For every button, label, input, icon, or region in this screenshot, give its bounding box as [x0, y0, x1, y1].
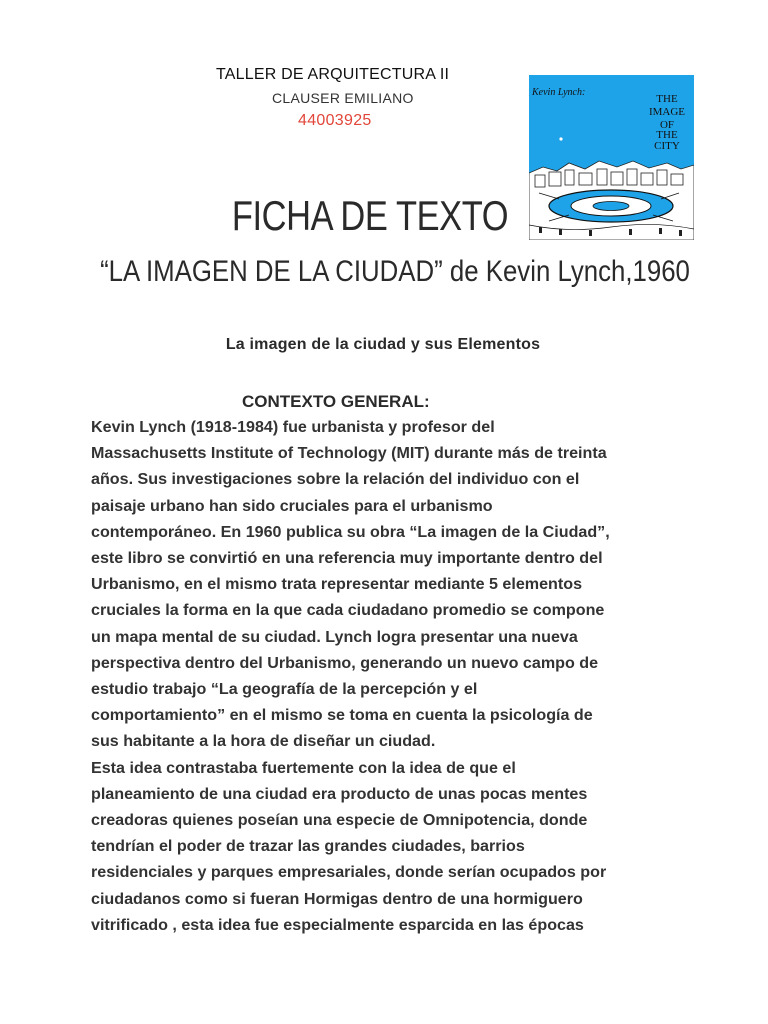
course-name: TALLER DE ARQUITECTURA II: [216, 66, 450, 83]
body-line: contemporáneo. En 1960 publica su obra “La imagen de la Ciudad”,: [91, 522, 610, 541]
body-paragraph: [91, 414, 691, 938]
body-line: Kevin Lynch (1918-1984) fue urbanista y profesor del: [91, 418, 495, 436]
body-line: años. Sus investigaciones sobre la relación del individuo con el: [91, 470, 580, 489]
body-line: ciudadanos como si fueran Hormigas dentro de una hormiguero: [91, 889, 583, 908]
body-line: Massachusetts Institute of Technology (MIT) durante más de treinta: [91, 444, 607, 463]
body-line: creadoras quienes poseían una especie de Omnipotencia, donde: [91, 811, 588, 830]
cover-title-line-1: THE: [656, 93, 678, 105]
body-line: estudio trabajo “La geografía de la percepción y el: [91, 680, 478, 699]
body-line: comportamiento” en el mismo se toma en cuenta la psicología de: [91, 706, 593, 725]
student-id: 44003925: [298, 112, 372, 129]
body-line: residenciales y parques empresariales, donde serían ocupados por: [91, 863, 607, 882]
body-line: tendrían el poder de trazar las grandes ciudades, barrios: [91, 837, 525, 856]
cover-title-line-2: IMAGE: [648, 106, 686, 118]
cover-title-line-3: OF: [659, 119, 675, 131]
body-line: sus habitante a la hora de diseñar un ciudad.: [91, 732, 436, 751]
cover-title-line-5: CITY: [654, 140, 680, 152]
context-heading: CONTEXTO GENERAL:: [242, 392, 430, 411]
body-line: un mapa mental de su ciudad. Lynch logra presentar una nueva: [91, 627, 578, 646]
cover-author: Kevin Lynch:: [532, 87, 586, 98]
body-line: Esta idea contrastaba fuertemente con la idea de que el: [91, 758, 516, 777]
body-line: perspectiva dentro del Urbanismo, generando un nuevo campo de: [91, 653, 599, 672]
body-line: vitrificado , esta idea fue especialmente esparcida en las épocas: [91, 915, 584, 934]
page-title: FICHA DE TEXTO: [231, 192, 509, 239]
body-line: planeamiento de una ciudad era producto de unas pocas mentes: [91, 784, 588, 803]
section-heading: La imagen de la ciudad y sus Elementos: [225, 336, 541, 353]
body-line: Urbanismo, en el mismo trata representar mediante 5 elementos: [91, 575, 583, 594]
body-line: paisaje urbano han sido cruciales para el urbanismo: [91, 496, 493, 515]
page-subtitle: “LA IMAGEN DE LA CIUDAD” de Kevin Lynch,1960: [100, 255, 690, 288]
cover-title-line-4: THE: [656, 129, 678, 141]
author-name: CLAUSER EMILIANO: [272, 90, 414, 106]
body-line: este libro se convirtió en una referencia muy importante dentro del: [91, 549, 603, 568]
body-line: cruciales la forma en la que cada ciudadano promedio se compone: [91, 601, 605, 620]
